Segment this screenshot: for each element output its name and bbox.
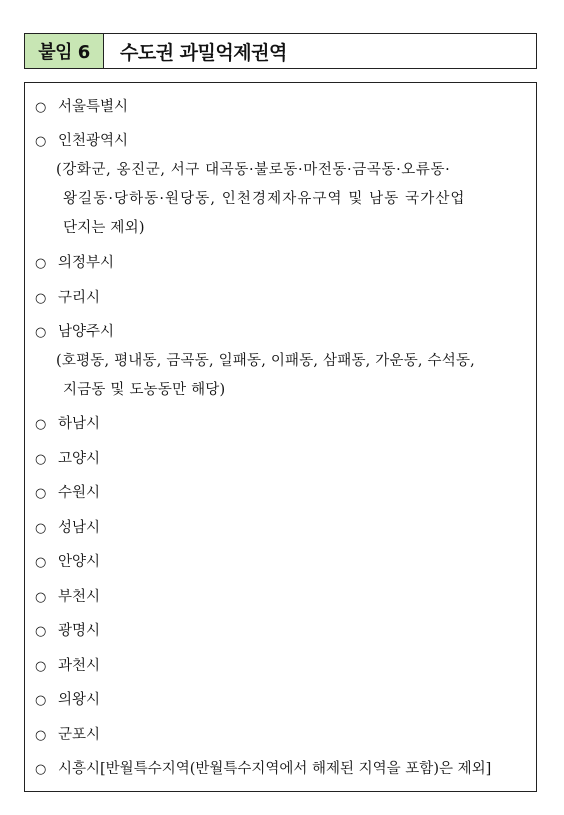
- item-label: 부천시: [58, 589, 101, 605]
- item-label: 성남시: [58, 520, 101, 536]
- list-item-namyangju: [35, 322, 114, 343]
- incheon-note-line-1: (강화군, 옹진군, 서구 대곡동·불로동·마전동·금곡동·오류동·: [56, 162, 451, 178]
- item-label: 고양시: [58, 451, 101, 467]
- item-label: 하남시: [58, 416, 101, 432]
- bullet-icon: ○: [35, 521, 47, 536]
- list-item-gwacheon: [35, 656, 100, 677]
- item-label: 광명시: [58, 623, 101, 639]
- list-item-gwangmyeong: [35, 621, 100, 642]
- appendix-header: [24, 33, 537, 69]
- bullet-icon: ○: [35, 624, 47, 639]
- bullet-icon: ○: [35, 452, 47, 467]
- list-item-siheung: [35, 759, 491, 780]
- appendix-tag: 붙임 6: [25, 34, 104, 68]
- item-label: 과천시: [58, 658, 101, 674]
- item-label: 의정부시: [58, 255, 115, 271]
- item-label: 의왕시: [58, 692, 101, 708]
- item-label: 시흥시[반월특수지역(반월특수지역에서 해제된 지역을 포함)은 제외]: [58, 761, 492, 777]
- incheon-note-line-3: 단지는 제외): [63, 220, 145, 236]
- region-list-box: [24, 82, 537, 792]
- item-label: 군포시: [58, 727, 101, 743]
- list-item-uiwang: [35, 690, 100, 711]
- bullet-icon: ○: [35, 555, 47, 570]
- list-item-seoul: [35, 97, 128, 118]
- incheon-note-line-2: 왕길동·당하동·원당동, 인천경제자유구역 및 남동 국가산업: [63, 191, 466, 207]
- appendix-title: 수도권 과밀억제권역: [120, 41, 287, 64]
- bullet-icon: ○: [35, 590, 47, 605]
- bullet-icon: ○: [35, 134, 47, 149]
- list-item-bucheon: [35, 587, 100, 608]
- bullet-icon: ○: [35, 486, 47, 501]
- item-label: 구리시: [58, 290, 101, 306]
- list-item-seongnam: [35, 518, 100, 539]
- list-item-anyang: [35, 552, 100, 573]
- item-label: 인천광역시: [58, 133, 129, 149]
- bullet-icon: ○: [35, 417, 47, 432]
- bullet-icon: ○: [35, 291, 47, 306]
- list-item-uijeongbu: [35, 253, 114, 274]
- bullet-icon: ○: [35, 256, 47, 271]
- item-label: 안양시: [58, 554, 101, 570]
- namyangju-note-line-2: 지금동 및 도농동만 해당): [63, 382, 226, 398]
- item-label: 서울특별시: [58, 99, 129, 115]
- list-item-hanam: [35, 414, 100, 435]
- bullet-icon: ○: [35, 100, 47, 115]
- item-label: 남양주시: [58, 324, 115, 340]
- bullet-icon: ○: [35, 728, 47, 743]
- list-item-suwon: [35, 483, 100, 504]
- list-item-incheon: [35, 131, 128, 152]
- item-label: 수원시: [58, 485, 101, 501]
- list-item-goyang: [35, 449, 100, 470]
- bullet-icon: ○: [35, 762, 47, 777]
- bullet-icon: ○: [35, 659, 47, 674]
- bullet-icon: ○: [35, 693, 47, 708]
- namyangju-note-line-1: (호평동, 평내동, 금곡동, 일패동, 이패동, 삼패동, 가운동, 수석동,: [56, 353, 475, 369]
- list-item-gunpo: [35, 725, 100, 746]
- bullet-icon: ○: [35, 325, 47, 340]
- list-item-guri: [35, 288, 100, 309]
